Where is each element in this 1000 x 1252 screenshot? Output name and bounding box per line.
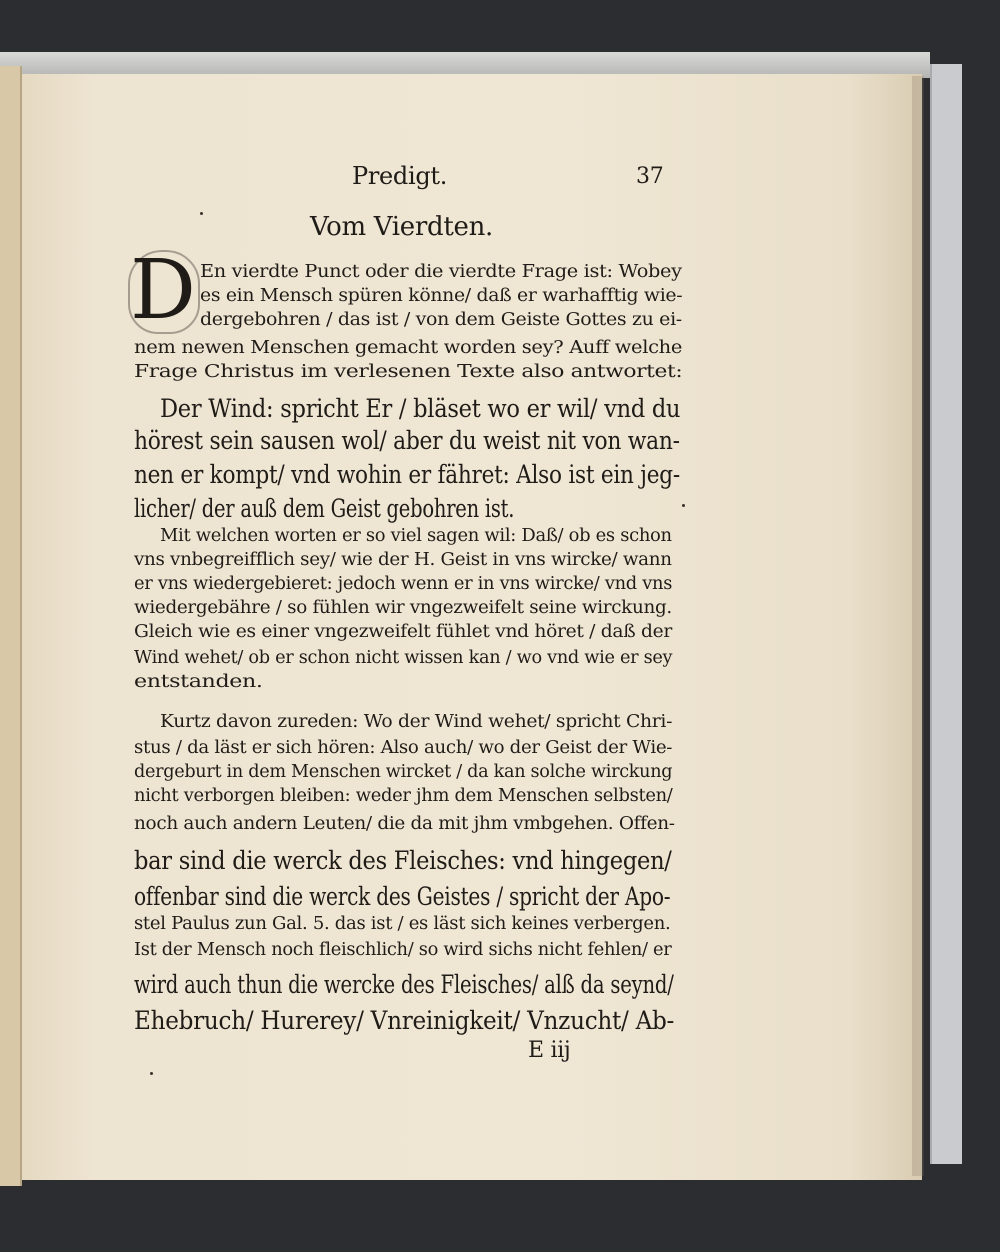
ink-speck (682, 504, 685, 507)
text-line: nen er kompt/ vnd wohin er fähret: Also ist ein jeg- (134, 460, 680, 489)
text-line: es ein Mensch spüren könne/ daß er warhafftig wie- (200, 286, 683, 306)
text-line: vns vnbegreifflich sey/ wie der H. Geist in vns wircke/ wann (134, 550, 672, 570)
text-line: Ehebruch/ Hurerey/ Vnreinigkeit/ Vnzucht/ Ab- (134, 1006, 675, 1035)
text-line: licher/ der auß dem Geist gebohren ist. (134, 494, 515, 523)
text-line: wird auch thun die wercke des Fleisches/ alß da seynd/ (134, 970, 674, 999)
text-line: bar sind die werck des Fleisches: vnd hingegen/ (134, 846, 672, 875)
text-line: stus / da läst er sich hören: Also auch/ wo der Geist der Wie- (134, 738, 673, 758)
text-line: er vns wiedergebieret: jedoch wenn er in vns wircke/ vnd vns (134, 574, 673, 594)
text-line: dergebohren / das ist / von dem Geiste Gottes zu ei- (200, 310, 682, 330)
signature-mark: E iij (528, 1038, 571, 1063)
text-line: Mit welchen worten er so viel sagen wil: Daß/ ob es schon (160, 526, 672, 546)
text-line: offenbar sind die werck des Geistes / spricht der Apo- (134, 882, 671, 911)
text-line: nem newen Menschen gemacht worden sey? Auff welche (134, 338, 683, 358)
facing-page-edge (0, 66, 22, 1186)
text-line: Kurtz davon zureden: Wo der Wind wehet/ spricht Chri- (160, 712, 673, 732)
text-line: En vierdte Punct oder die vierdte Frage ist: Wobey (200, 262, 682, 282)
book-cover-edge (930, 64, 962, 1164)
text-line: noch auch andern Leuten/ die da mit jhm vmbgehen. Offen- (134, 814, 675, 834)
text-line: Ist der Mensch noch fleischlich/ so wird sichs nicht fehlen/ er (134, 940, 672, 960)
text-line: Wind wehet/ ob er schon nicht wissen kan / wo vnd wie er sey (134, 648, 673, 668)
text-line: Der Wind: spricht Er / bläset wo er wil/ vnd du (160, 394, 681, 423)
text-line: Frage Christus im verlesenen Texte also antwortet: (134, 362, 683, 382)
section-title: Vom Vierdten. (310, 212, 494, 242)
text-line: entstanden. (134, 672, 263, 692)
ink-speck (200, 212, 203, 215)
text-line: nicht verborgen bleiben: weder jhm dem Menschen selbsten/ (134, 786, 673, 806)
ink-speck (150, 1072, 153, 1075)
running-head: Predigt. (352, 162, 448, 190)
text-line: dergeburt in dem Menschen wircket / da kan solche wirckung (134, 762, 673, 782)
text-line: hörest sein sausen wol/ aber du weist nit von wan- (134, 426, 680, 455)
text-line: wiedergebähre / so fühlen wir vngezweifelt seine wirckung. (134, 598, 672, 618)
page-number: 37 (636, 164, 664, 189)
page-fore-edge (912, 76, 924, 1176)
text-line: stel Paulus zun Gal. 5. das ist / es läst sich keines verbergen. (134, 914, 671, 934)
drop-cap: D (130, 243, 196, 338)
text-line: Gleich wie es einer vngezweifelt fühlet vnd höret / daß der (134, 622, 672, 642)
